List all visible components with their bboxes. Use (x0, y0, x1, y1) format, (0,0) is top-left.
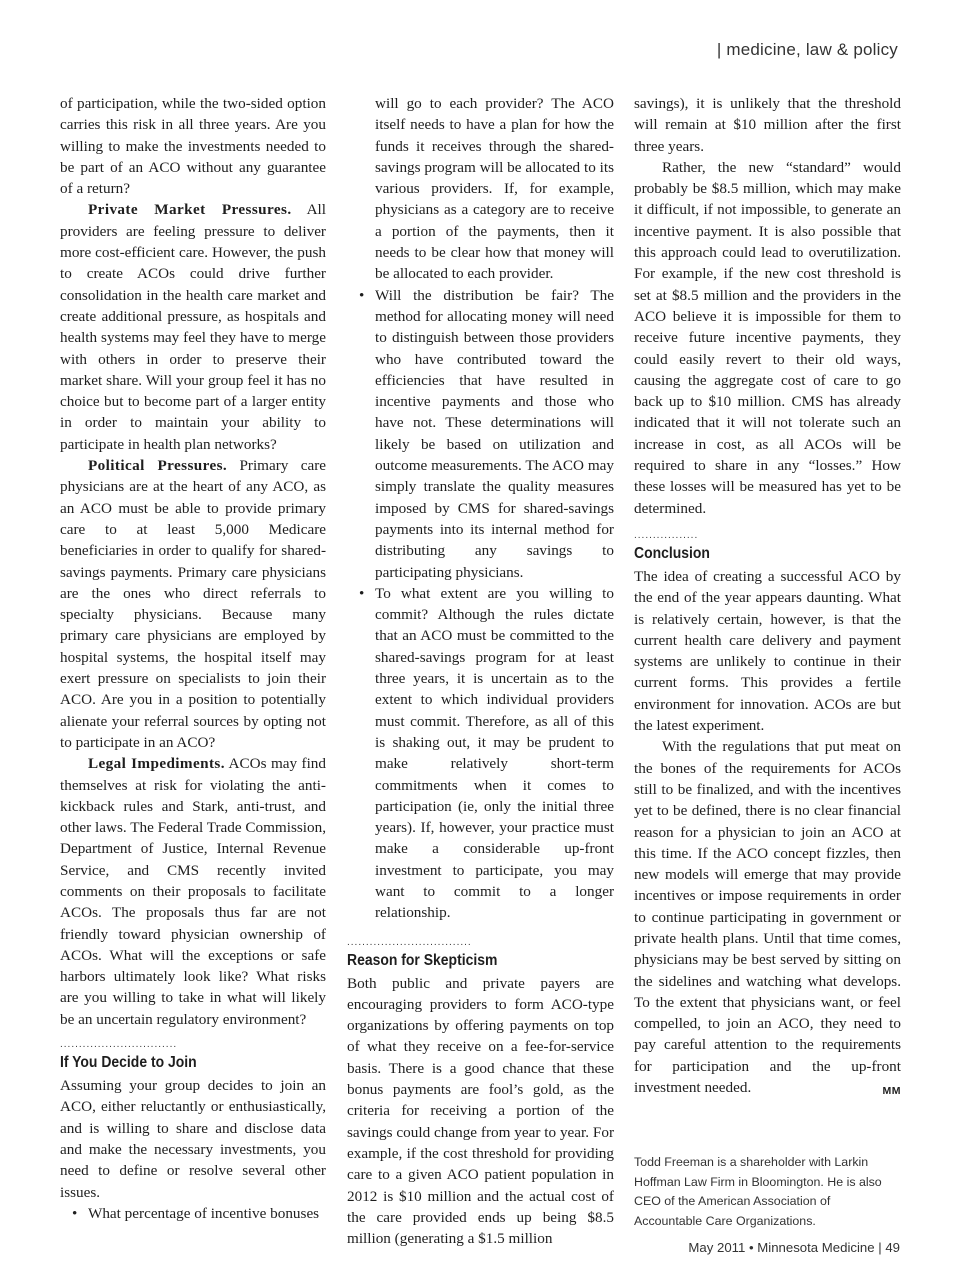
author-bio: Todd Freeman is a shareholder with Larkin Hoffman Law Firm in Bloomington. He is also CEO of the American Association of Accountable Care Organizations. (634, 1155, 882, 1228)
run-in-heading: Political Pressures. (88, 457, 228, 475)
dotted-rule: ................................. (347, 937, 472, 948)
bullet-list (347, 93, 614, 924)
list-item: • What percentage of incentive bonuses (60, 1203, 326, 1224)
paragraph-final (634, 736, 901, 1098)
paragraph-text: ACOs may find themselves at risk for violating the anti-kickback rules and Stark, anti-trust, and other laws. The Federal Trade Commission, Department of Justice, Internal Revenue Service, and CMS recently invited comments on their proposals to facilitate ACOs. The proposals thus far are not friendly toward physician ownership of ACOs. What will the exceptions or safe harbors ultimately look like? What risks are you willing to take in what will likely be an uncertain regulatory environment? (60, 755, 326, 1028)
page-footer: May 2011 • Minnesota Medicine | 49 (688, 1240, 900, 1255)
list-item: • Will the distribution be fair? The method for allocating money will need to distinguish between those providers who have contributed toward the efficiencies that have resulted in incentive payments and those who have not. These determinations will likely be based on utilization and outcome measurements. The ACO may simply translate the quality measures imposed by CMS for shared-savings payments into its internal method for distributing any savings to participating physicians. (347, 285, 614, 583)
section-heading: Conclusion (634, 544, 710, 562)
paragraph: Assuming your group decides to join an ACO, either reluctantly or enthusiastically, and is willing to share and disclose data and make the necessary investments, you need to define or resolve several other issues. (60, 1077, 326, 1201)
section-reason-skepticism (347, 938, 614, 972)
run-in-heading: Private Market Pressures. (88, 201, 292, 219)
column-3 (634, 93, 901, 1102)
paragraph: Rather, the new “standard” would probably be $8.5 million, which may make it difficult, if not impossible, to generate an incentive payment. It is also possible that this approach could lead to overutilization. For example, if the new cost threshold is set at $8.5 million and the providers in the ACO believe it is impossible for them to receive future incentive payments, they could easily revert to their old ways, causing the aggregate cost of care to go back up to $10 million. CMS has already indicated that it will not tolerate such an increase in cost, as all ACOs will be required to share in any “losses.” How these losses will be measured has yet to be determined. (634, 158, 901, 517)
run-in-heading: Legal Impediments. (88, 755, 225, 773)
list-item: • To what extent are you willing to commit? Although the rules dictate that an ACO must be committed to the shared-savings program for at least three years, it is uncertain as to the extent to which individual providers must commit. Therefore, as all of this is shaking out, it may be prudent to make relatively short-term commitments when it comes to participation (ie, only the initial three years). If, however, your practice must make a considerable up-front investment to participate, you may want to commit to a longer relationship. (347, 583, 614, 924)
paragraph: savings), it is unlikely that the threshold will remain at $10 million after the first three years. (634, 95, 901, 155)
paragraph: of participation, while the two-sided option carries this risk in all three years. Are you willing to make the investments needed to be part of an ACO without any guarantee of a return? (60, 95, 326, 198)
paragraph-political (60, 455, 326, 753)
section-heading: If You Decide to Join (60, 1054, 197, 1072)
end-mark: MM (882, 1085, 901, 1098)
paragraph-text: All providers are feeling pressure to deliver more cost-efficient care. However, the push to create ACOs could drive further consolidation in the health care market and create additional pressure, as hospitals and health systems may feel they have to merge with others in order to preserve their market share. Will your group feel it has no choice but to become part of a larger entity in order to maintain your ability to participate in health plan networks? (60, 201, 326, 453)
paragraph-private-market (60, 199, 326, 455)
column-1 (60, 93, 326, 1224)
paragraph-text: Primary care physicians are at the heart of any ACO, as an ACO must be able to provide primary care to at least 5,000 Medicare beneficiaries in order to qualify for shared-savings payments. Primary care physicians are the ones who direct referrals to specialty physicians. Because many primary care physicians are employed by hospital systems, the hospital itself may exert pressure on specialists to join their ACO. Are you in a position to potentially alienate your referral sources by opting not to participate in an ACO? (60, 457, 326, 751)
section-header: | medicine, law & policy (716, 40, 898, 59)
paragraph-legal (60, 753, 326, 1030)
paragraph-text: With the regulations that put meat on the bones of the requirements for ACOs still to be finalized, and with the incentives yet to be defined, there is no clear financial reason for a physician to join an ACO at this time. If the ACO concept fizzles, then new models will emerge that may provide incentives or impose requirements in order to continue participating in government or private health plans. Until that time comes, physicians may be best served by sitting on the sidelines and watching what develops. To the extent that physicians want, or feel compelled, to join an ACO, they need to pay careful attention to the requirements for participation and the up-front investment needed. (634, 738, 901, 1097)
paragraph: The idea of creating a successful ACO by the end of the year appears daunting. What is relatively certain, however, is that the current health care delivery and payment systems are unlikely to continue in their current forms. This provides a fertile environment for innovation. ACOs are but the latest experiment. (634, 567, 901, 735)
paragraph: Both public and private payers are encouraging providers to form ACO-type organizations by offering payments on top of what they receive on a fee-for-service basis. There is a good chance that these bonus payments are fool’s gold, as the criteria for receiving a portion of the savings could change from year to year. For example, if the cost threshold for providing care to a given ACO patient population in 2012 is $10 million and the actual cost of the care provided ends up being $8.5 million (generating a $1.5 million (347, 974, 614, 1248)
section-conclusion (634, 531, 901, 565)
list-item-continued: will go to each provider? The ACO itself needs to have a plan for how the funds it receives through the shared-savings program will be allocated to its various providers. If, for example, physicians as a category are to receive a portion of the payments, then it needs to be clear how that money will be allocated to each provider. (375, 95, 614, 283)
section-if-you-decide (60, 1040, 326, 1074)
dotted-rule: ............................... (60, 1040, 178, 1051)
section-heading: Reason for Skepticism (347, 951, 498, 969)
dotted-rule: ................. (634, 530, 699, 541)
bullet-list (60, 1203, 326, 1224)
column-2 (347, 93, 614, 1249)
